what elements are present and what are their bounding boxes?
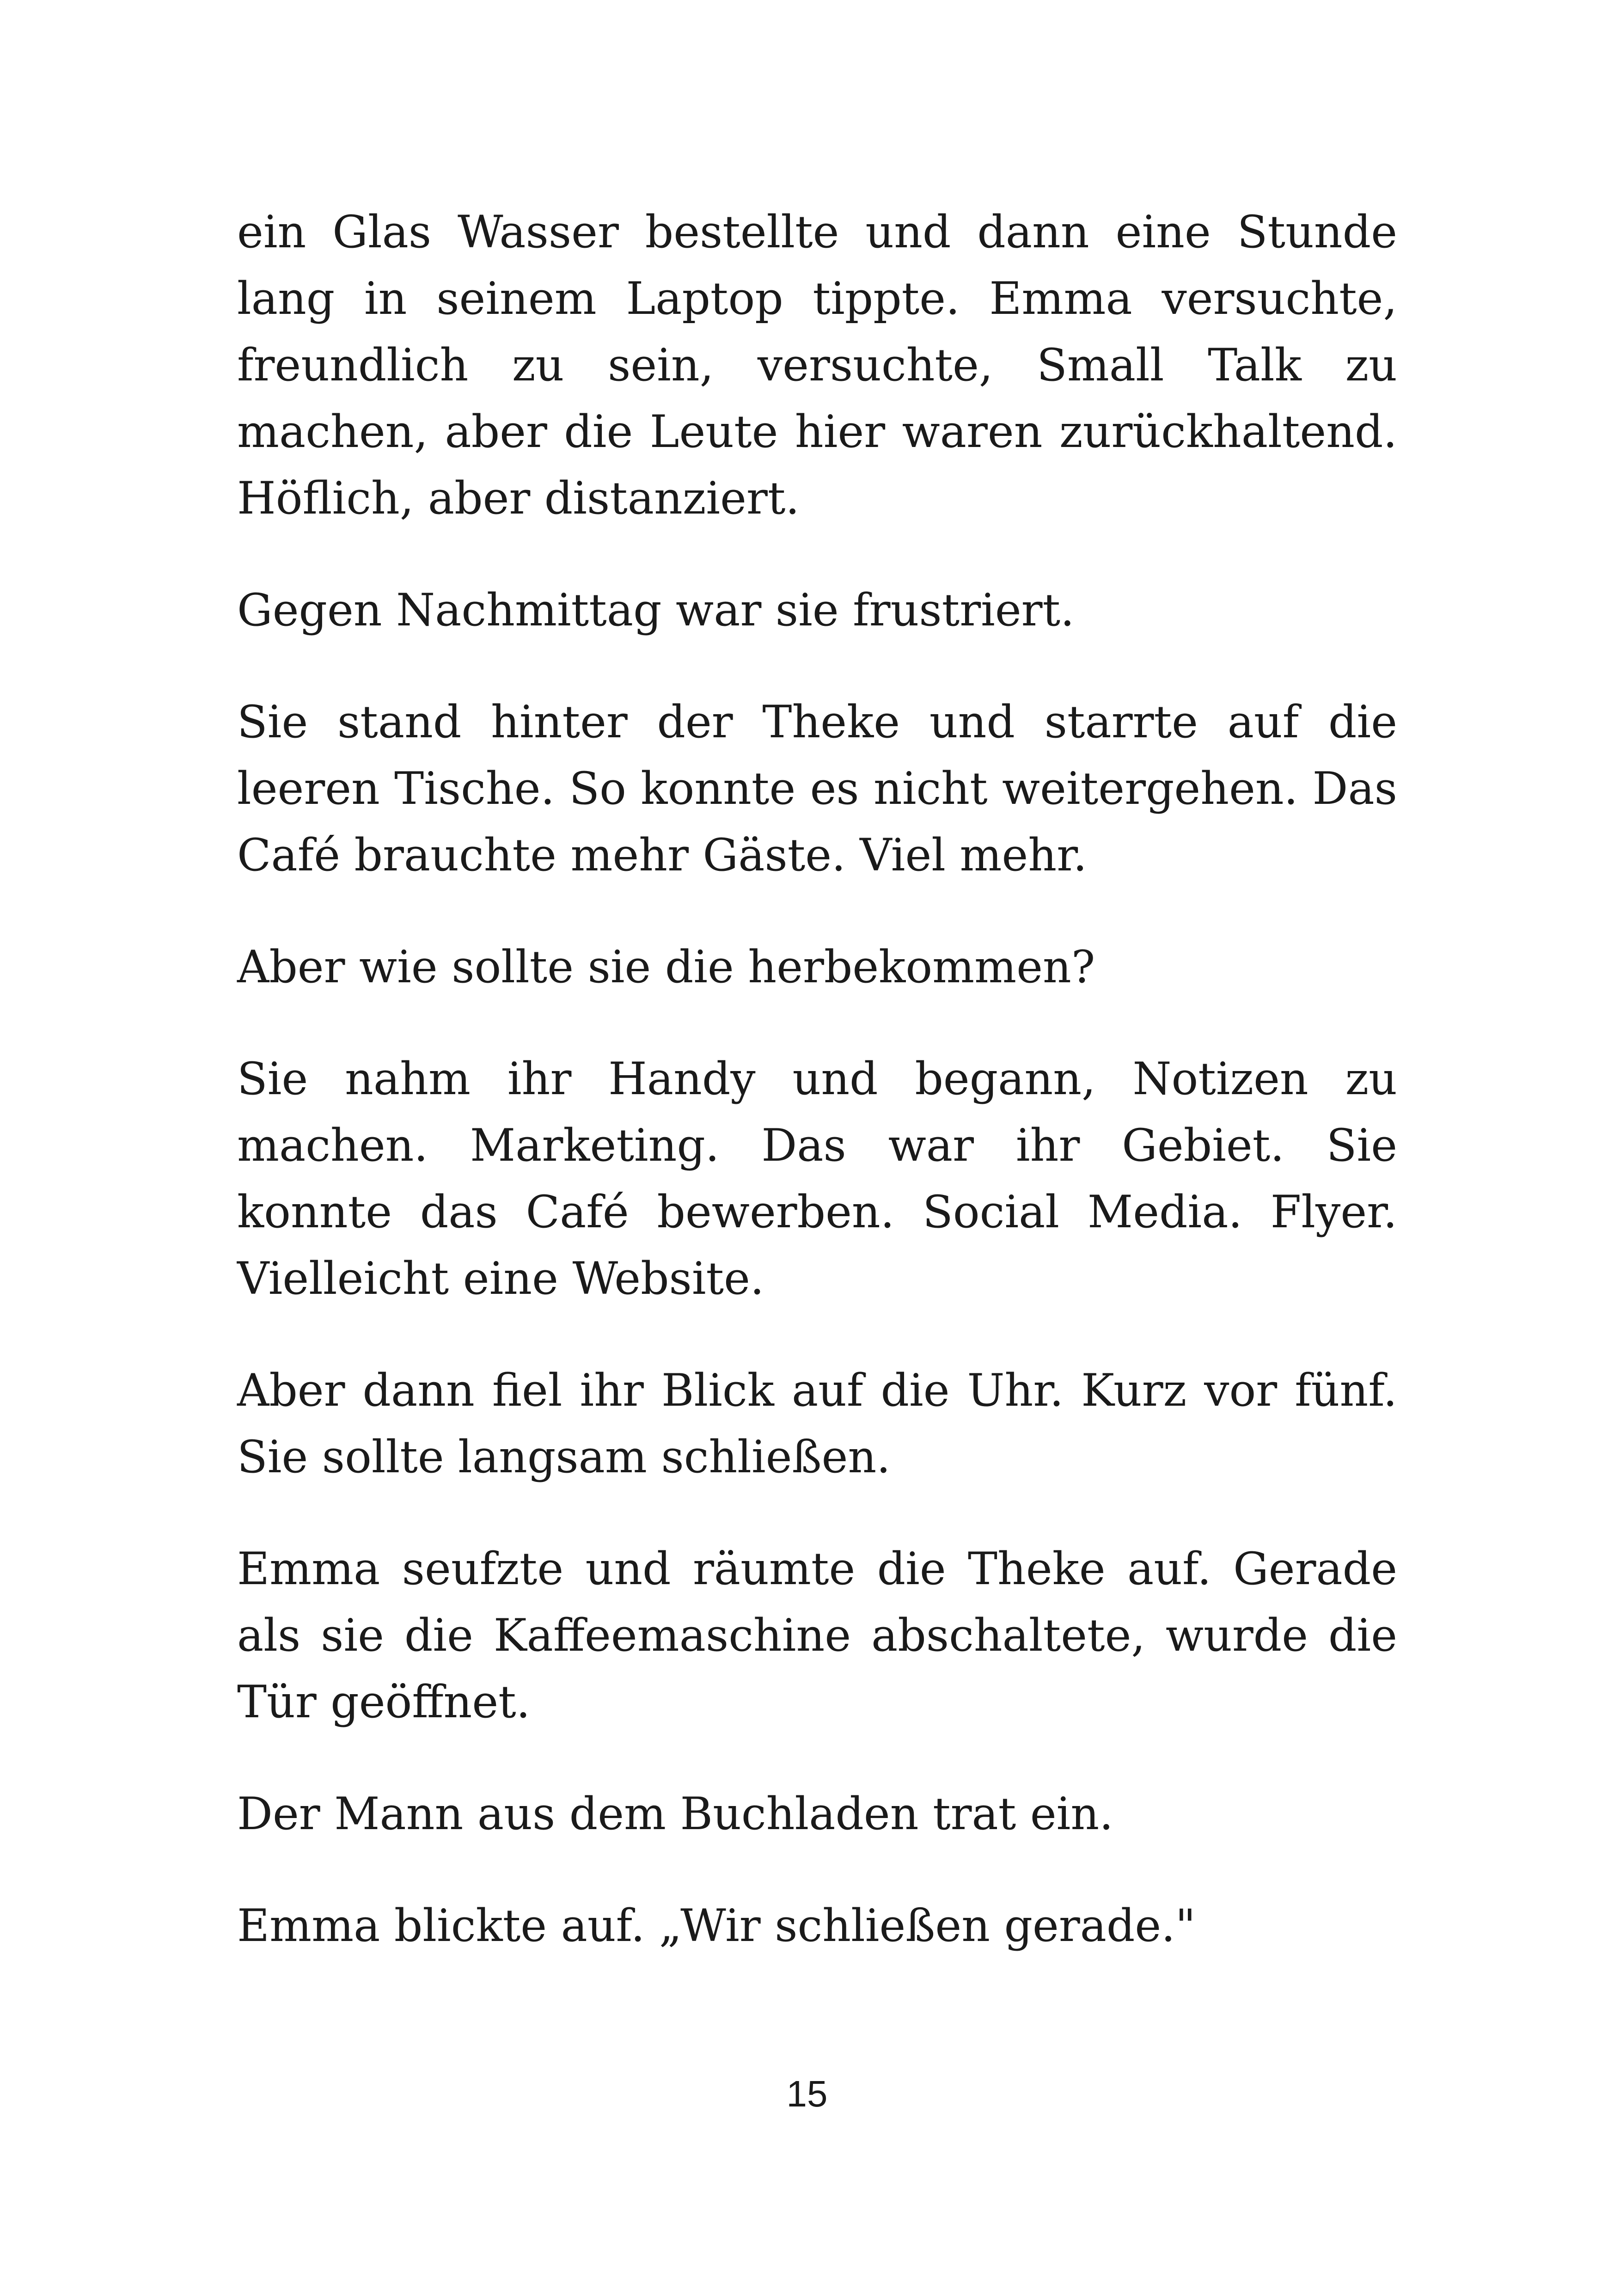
paragraph: ein Glas Wasser bestellte und dann eine Stunde lang in seinem Laptop tippte. Emma versuchte, freundlich zu sein, versuchte, Small Talk zu machen, aber die Leute hier waren zurückhaltend. Höflich, aber distanziert. (237, 206, 1397, 524)
paragraph: Aber wie sollte sie die herbekommen? (237, 941, 1095, 993)
paragraph: Aber dann fiel ihr Blick auf die Uhr. Kurz vor fünf. Sie sollte langsam schließen. (237, 1365, 1397, 1483)
paragraph: Der Mann aus dem Buchladen trat ein. (237, 1788, 1113, 1840)
paragraph: Emma blickte auf. „Wir schließen gerade." (237, 1900, 1196, 1952)
paragraph: Gegen Nachmittag war sie frustriert. (237, 584, 1075, 636)
paragraph: Emma seufzte und räumte die Theke auf. Gerade als sie die Kaffeemaschine abschaltete, wurde die Tür geöffnet. (237, 1543, 1397, 1728)
page-number: 15 (786, 2073, 828, 2114)
paragraph: Sie nahm ihr Handy und begann, Notizen zu machen. Marketing. Das war ihr Gebiet. Sie konnte das Café bewerben. Social Media. Flyer. Vielleicht eine Website. (237, 1053, 1397, 1304)
paragraph: Sie stand hinter der Theke und starrte auf die leeren Tische. So konnte es nicht weitergehen. Das Café brauchte mehr Gäste. Viel mehr. (237, 696, 1397, 881)
body-text (237, 199, 1397, 1959)
